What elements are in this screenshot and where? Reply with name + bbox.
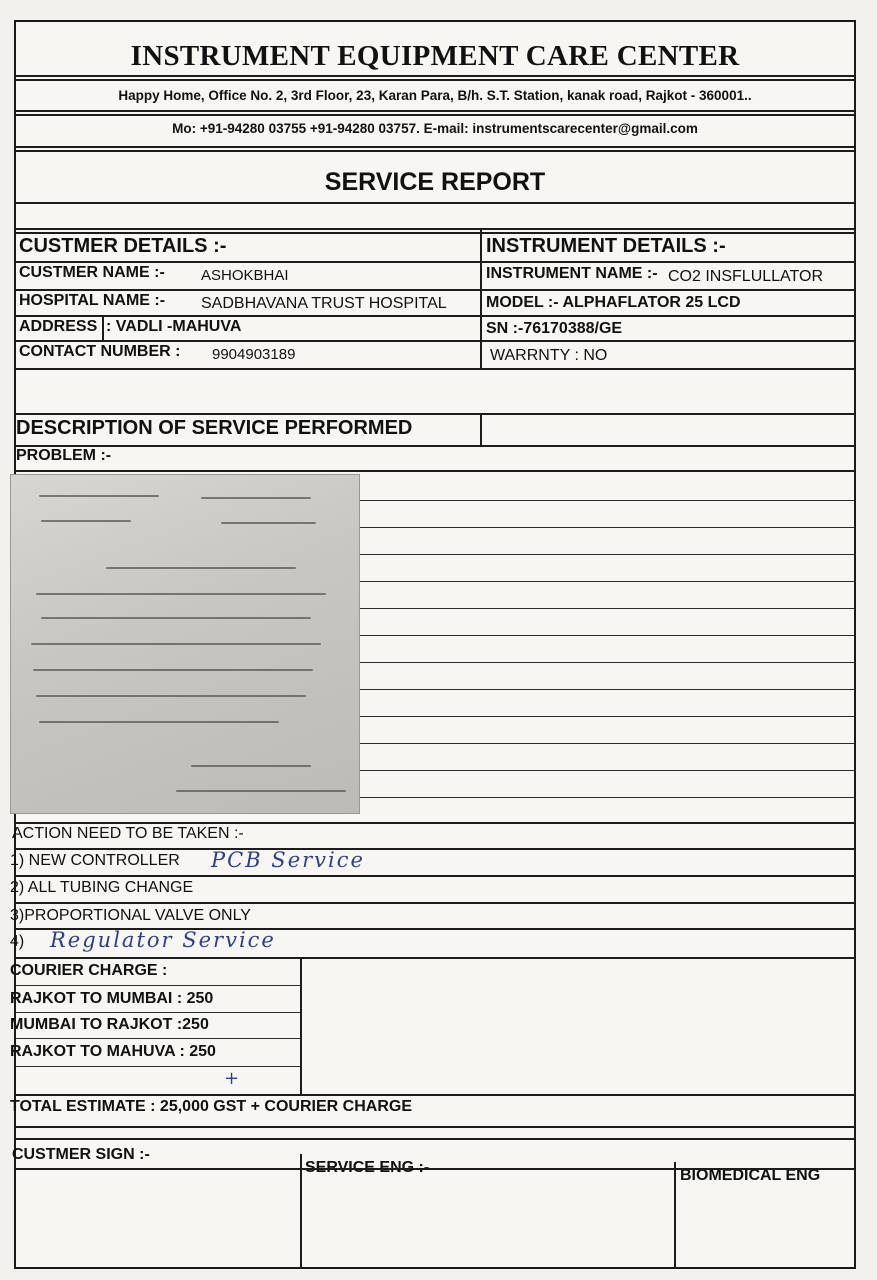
hospital-name-value: SADBHAVANA TRUST HOSPITAL xyxy=(201,295,447,312)
hospital-name-label: HOSPITAL NAME :- xyxy=(19,292,166,309)
ruled-line xyxy=(356,662,854,663)
divider xyxy=(16,79,854,81)
handwritten-note-photo xyxy=(10,474,360,814)
action-label: ACTION NEED TO BE TAKEN :- xyxy=(12,825,244,842)
divider xyxy=(16,228,854,230)
scribble xyxy=(36,695,306,697)
problem-label: PROBLEM :- xyxy=(16,447,112,464)
customer-sign-label: CUSTMER SIGN :- xyxy=(12,1146,150,1163)
customer-section-title: CUSTMER DETAILS :- xyxy=(19,235,227,257)
scribble xyxy=(191,765,311,767)
total-estimate: TOTAL ESTIMATE : 25,000 GST + COURIER CHARGE xyxy=(10,1098,412,1115)
plus-mark: + xyxy=(224,1068,242,1089)
divider xyxy=(16,1038,300,1039)
divider xyxy=(16,1126,854,1128)
courier-label: COURIER CHARGE : xyxy=(10,962,168,979)
scribble xyxy=(33,669,313,671)
model-value: MODEL :- ALPHAFLATOR 25 LCD xyxy=(486,294,741,311)
action-item-4-handwritten: Regulator Service xyxy=(50,928,276,952)
divider xyxy=(16,1066,300,1067)
divider xyxy=(16,150,854,152)
divider xyxy=(16,875,854,877)
report-title: SERVICE REPORT xyxy=(324,168,546,196)
scribble xyxy=(39,721,279,723)
ruled-line xyxy=(356,743,854,744)
service-report-sheet xyxy=(10,20,856,1269)
ruled-line xyxy=(356,770,854,771)
divider xyxy=(16,315,854,317)
biomedical-eng-label: BIOMEDICAL ENG xyxy=(680,1167,821,1184)
customer-name-label: CUSTMER NAME :- xyxy=(19,264,165,281)
column-divider xyxy=(480,228,482,368)
address-cell-divider xyxy=(102,315,104,340)
scribble xyxy=(176,790,346,792)
scribble xyxy=(39,495,159,497)
scribble xyxy=(221,522,316,524)
column-divider xyxy=(480,415,482,445)
warranty-value: WARRNTY : NO xyxy=(490,347,608,364)
scribble xyxy=(36,593,326,595)
divider xyxy=(16,1094,854,1096)
serial-number: SN :-76170388/GE xyxy=(486,320,623,337)
company-contact: Mo: +91-94280 03755 +91-94280 03757. E-mail: instrumentscarecenter@gmail.com xyxy=(172,121,698,136)
divider xyxy=(16,261,854,263)
divider xyxy=(16,1138,854,1140)
description-section-title: DESCRIPTION OF SERVICE PERFORMED xyxy=(16,417,413,439)
action-item-2: 2) ALL TUBING CHANGE xyxy=(10,879,194,896)
ruled-line xyxy=(356,635,854,636)
instrument-name-value: CO2 INSFLULLATOR xyxy=(668,268,824,285)
scribble xyxy=(31,643,321,645)
ruled-line xyxy=(356,581,854,582)
instrument-name-label: INSTRUMENT NAME :- xyxy=(486,265,658,282)
divider xyxy=(16,822,854,824)
divider xyxy=(16,1012,300,1013)
divider xyxy=(16,848,854,850)
ruled-line xyxy=(356,797,854,798)
courier-item-3: RAJKOT TO MAHUVA : 250 xyxy=(10,1043,216,1060)
ruled-line xyxy=(356,527,854,528)
company-name: INSTRUMENT EQUIPMENT CARE CENTER xyxy=(130,40,740,72)
instrument-section-title: INSTRUMENT DETAILS :- xyxy=(486,235,726,257)
contact-number-value: 9904903189 xyxy=(212,346,296,363)
scribble xyxy=(41,520,131,522)
column-divider xyxy=(674,1162,676,1267)
divider xyxy=(16,1168,854,1170)
column-divider xyxy=(300,959,302,1094)
ruled-line xyxy=(356,500,854,501)
divider xyxy=(16,202,854,204)
divider xyxy=(16,340,854,342)
divider xyxy=(16,470,854,472)
divider xyxy=(16,289,854,291)
divider xyxy=(16,110,854,112)
ruled-line xyxy=(356,608,854,609)
divider xyxy=(16,75,854,77)
company-address: Happy Home, Office No. 2, 3rd Floor, 23, Karan Para, B/h. S.T. Station, kanak road, Rajkot - 360001.. xyxy=(118,88,752,103)
ruled-line xyxy=(356,716,854,717)
scribble xyxy=(201,497,311,499)
action-item-1-handwritten: PCB Service xyxy=(211,848,365,872)
column-divider xyxy=(300,1154,302,1267)
address-label: ADDRESS xyxy=(19,318,98,335)
contact-number-label: CONTACT NUMBER : xyxy=(19,343,181,360)
action-item-4: 4) xyxy=(10,933,25,950)
ruled-line xyxy=(356,554,854,555)
divider xyxy=(16,985,300,986)
divider xyxy=(16,146,854,148)
ruled-line xyxy=(356,689,854,690)
divider xyxy=(16,232,854,234)
divider xyxy=(16,368,854,370)
divider xyxy=(16,957,854,959)
customer-name-value: ASHOKBHAI xyxy=(201,267,289,284)
action-item-3: 3)PROPORTIONAL VALVE ONLY xyxy=(10,907,251,924)
scribble xyxy=(41,617,311,619)
divider xyxy=(16,114,854,116)
service-eng-label: SERVICE ENG :- xyxy=(305,1159,430,1176)
scribble xyxy=(106,567,296,569)
action-item-1: 1) NEW CONTROLLER xyxy=(10,852,180,869)
divider xyxy=(16,902,854,904)
address-value: : VADLI -MAHUVA xyxy=(106,318,242,335)
courier-item-1: RAJKOT TO MUMBAI : 250 xyxy=(10,990,214,1007)
divider xyxy=(16,445,854,447)
divider xyxy=(16,413,854,415)
courier-item-2: MUMBAI TO RAJKOT :250 xyxy=(10,1016,209,1033)
